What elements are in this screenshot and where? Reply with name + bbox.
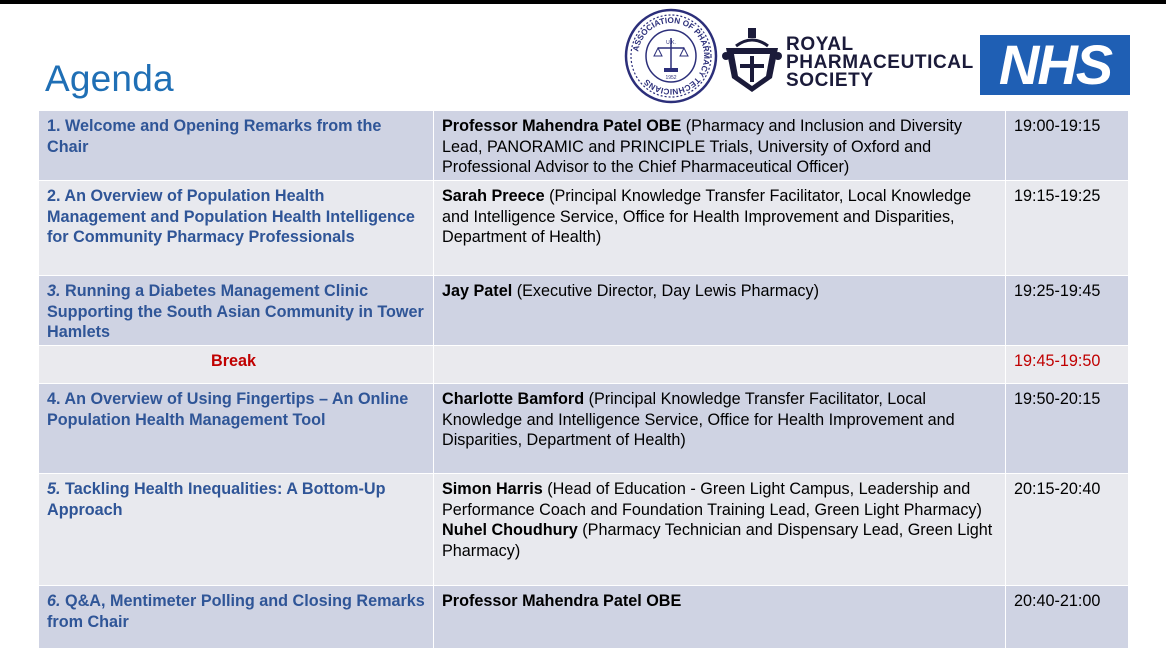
agenda-speaker xyxy=(434,384,1006,474)
rps-crest-icon xyxy=(722,26,782,96)
break-label: Break xyxy=(211,352,256,370)
agenda-speaker xyxy=(434,111,1006,181)
speaker-description: (Executive Director, Day Lewis Pharmacy) xyxy=(512,282,819,300)
speaker-name: Jay Patel xyxy=(442,282,513,300)
agenda-time: 19:25-19:45 xyxy=(1006,276,1129,346)
agenda-topic-text: An Overview of Population Health Management and Population Health Intelligence for Community Pharmacy Professionals xyxy=(47,187,415,246)
agenda-time: 20:40-21:00 xyxy=(1006,586,1129,649)
agenda-row-6 xyxy=(39,586,1129,649)
agenda-row-2 xyxy=(39,181,1129,276)
agenda-row-3 xyxy=(39,276,1129,346)
agenda-number: 5. xyxy=(47,480,61,498)
speaker-description: (Principal Knowledge Transfer Facilitator, Local Knowledge and Intelligence Service, Office for Health Improvement and Disparities, Department of Health) xyxy=(442,390,955,449)
speaker-name: Professor Mahendra Patel OBE xyxy=(442,117,682,135)
nhs-logo: NHS xyxy=(980,35,1130,95)
break-cell xyxy=(39,346,434,384)
agenda-speaker xyxy=(434,276,1006,346)
agenda-topic xyxy=(39,474,434,586)
agenda-topic xyxy=(39,276,434,346)
page-title: Agenda xyxy=(45,58,174,99)
speaker-description: (Principal Knowledge Transfer Facilitator, Local Knowledge and Intelligence Service, Office for Health Improvement and Disparities, Department of Health) xyxy=(442,187,972,246)
agenda-topic xyxy=(39,586,434,649)
speaker-name: Professor Mahendra Patel OBE xyxy=(442,592,682,610)
agenda-time: 19:50-20:15 xyxy=(1006,384,1129,474)
agenda-row-1 xyxy=(39,111,1129,181)
agenda-number: 4. xyxy=(47,390,61,408)
agenda-number: 2. xyxy=(47,187,61,205)
rps-line-3: SOCIETY xyxy=(786,70,874,91)
apt-year: 1952 xyxy=(665,75,677,81)
speaker-name: Simon Harris xyxy=(442,480,543,498)
agenda-number: 1. xyxy=(47,117,61,135)
speaker-name: Sarah Preece xyxy=(442,187,545,205)
agenda-speaker xyxy=(434,181,1006,276)
agenda-topic-text: An Overview of Using Fingertips – An Online Population Health Management Tool xyxy=(47,390,409,429)
agenda-speaker xyxy=(434,474,1006,586)
speaker-description: (Head of Education - Green Light Campus, Leadership and Performance Coach and Foundation Training Lead, Green Light Pharmacy) xyxy=(442,480,982,519)
speaker-name: Nuhel Choudhury xyxy=(442,521,578,539)
apt-center-text: U.K. xyxy=(666,40,676,46)
agenda-row-5 xyxy=(39,474,1129,586)
agenda-topic-text: Welcome and Opening Remarks from the Chair xyxy=(47,117,382,156)
agenda-topic xyxy=(39,384,434,474)
agenda-time: 19:15-19:25 xyxy=(1006,181,1129,276)
apt-ring-text: ASSOCIATION OF PHARMACY TECHNICIANS xyxy=(631,15,712,97)
agenda-topic xyxy=(39,111,434,181)
rps-line-2: PHARMACEUTICAL xyxy=(786,52,974,73)
agenda-speaker xyxy=(434,586,1006,649)
agenda-topic-text: Tackling Health Inequalities: A Bottom-Up Approach xyxy=(47,480,386,519)
top-border xyxy=(0,0,1166,4)
agenda-row-4 xyxy=(39,384,1129,474)
agenda-time: 19:00-19:15 xyxy=(1006,111,1129,181)
agenda-number: 3. xyxy=(47,282,61,300)
speaker-name: Charlotte Bamford xyxy=(442,390,585,408)
break-time: 19:45-19:50 xyxy=(1006,346,1129,384)
agenda-topic-text: Q&A, Mentimeter Polling and Closing Remarks from Chair xyxy=(47,592,425,631)
agenda-table xyxy=(38,110,1129,649)
agenda-topic xyxy=(39,181,434,276)
apt-logo xyxy=(624,8,718,104)
speaker-description: (Pharmacy and Inclusion and Diversity Lead, PANORAMIC and PRINCIPLE Trials, University of Oxford and Professional Advisor to the Chief Pharmaceutical Officer) xyxy=(442,117,963,176)
rps-line-1: ROYAL xyxy=(786,34,854,55)
agenda-topic-text: Running a Diabetes Management Clinic Supporting the South Asian Community in Tower Hamlets xyxy=(47,282,424,341)
agenda-row-break xyxy=(39,346,1129,384)
speaker-description: (Pharmacy Technician and Dispensary Lead, Green Light Pharmacy) xyxy=(442,521,993,560)
rps-logo xyxy=(722,26,972,96)
agenda-time: 20:15-20:40 xyxy=(1006,474,1129,586)
break-empty-cell xyxy=(434,346,1006,384)
agenda-number: 6. xyxy=(47,592,61,610)
